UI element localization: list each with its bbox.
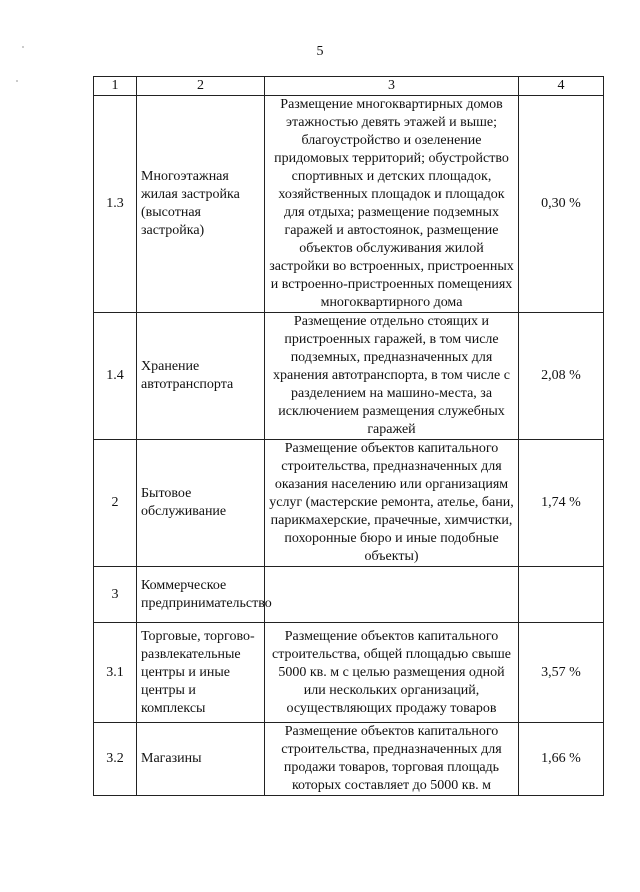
land-use-table (93, 76, 604, 796)
row-name: Коммерческое предпринимательство (137, 567, 265, 623)
row-description: Размещение объектов капитального строительства, предназначенных для продажи товаров, торговая площадь которых составляет до 5000 кв. м (265, 723, 519, 796)
row-percent: 2,08 % (519, 313, 604, 440)
scan-speck (22, 46, 24, 48)
row-name: Магазины (137, 723, 265, 796)
table-row (94, 567, 604, 623)
row-code: 3.1 (94, 623, 137, 723)
row-name: Бытовое обслуживание (137, 440, 265, 567)
row-percent: 3,57 % (519, 623, 604, 723)
row-name: Многоэтажная жилая застройка (высотная застройка) (137, 96, 265, 313)
column-header: 3 (265, 77, 519, 96)
row-percent: 1,74 % (519, 440, 604, 567)
row-description: Размещение объектов капитального строительства, общей площадью свыше 5000 кв. м с целью размещения одной или нескольких организаций, осуществляющих продажу товаров (265, 623, 519, 723)
scan-speck (16, 80, 18, 82)
page-number: 5 (316, 44, 324, 59)
row-percent: 1,66 % (519, 723, 604, 796)
table-header-row (94, 77, 604, 96)
table-row (94, 723, 604, 796)
row-name: Торговые, торгово-развлекательные центры и иные центры и комплексы (137, 623, 265, 723)
row-name: Хранение автотранспорта (137, 313, 265, 440)
table-row (94, 440, 604, 567)
row-code: 2 (94, 440, 137, 567)
row-description: Размещение объектов капитального строительства, предназначенных для оказания населению или организациям услуг (мастерские ремонта, ателье, бани, парикмахерские, прачечные, химчистки, похоронные бюро и иные подобные объекты) (265, 440, 519, 567)
row-percent (519, 567, 604, 623)
table-row (94, 623, 604, 723)
column-header: 4 (519, 77, 604, 96)
row-code: 3 (94, 567, 137, 623)
column-header: 2 (137, 77, 265, 96)
table-row (94, 313, 604, 440)
row-description: Размещение отдельно стоящих и пристроенных гаражей, в том числе подземных, предназначенных для хранения автотранспорта, в том числе с разделением на машино-места, за исключением размещения служебных гаражей (265, 313, 519, 440)
row-code: 1.3 (94, 96, 137, 313)
row-code: 1.4 (94, 313, 137, 440)
table-row (94, 96, 604, 313)
row-code: 3.2 (94, 723, 137, 796)
row-description (265, 567, 519, 623)
column-header: 1 (94, 77, 137, 96)
row-percent: 0,30 % (519, 96, 604, 313)
row-description: Размещение многоквартирных домов этажностью девять этажей и выше; благоустройство и озеленение придомовых территорий; обустройство спортивных и детских площадок, хозяйственных площадок и площадок для отдыха; размещение подземных гаражей и автостоянок, размещение объектов обслуживания жилой застройки во встроенных, пристроенных и встроенно-пристроенных помещениях многоквартирного дома (265, 96, 519, 313)
